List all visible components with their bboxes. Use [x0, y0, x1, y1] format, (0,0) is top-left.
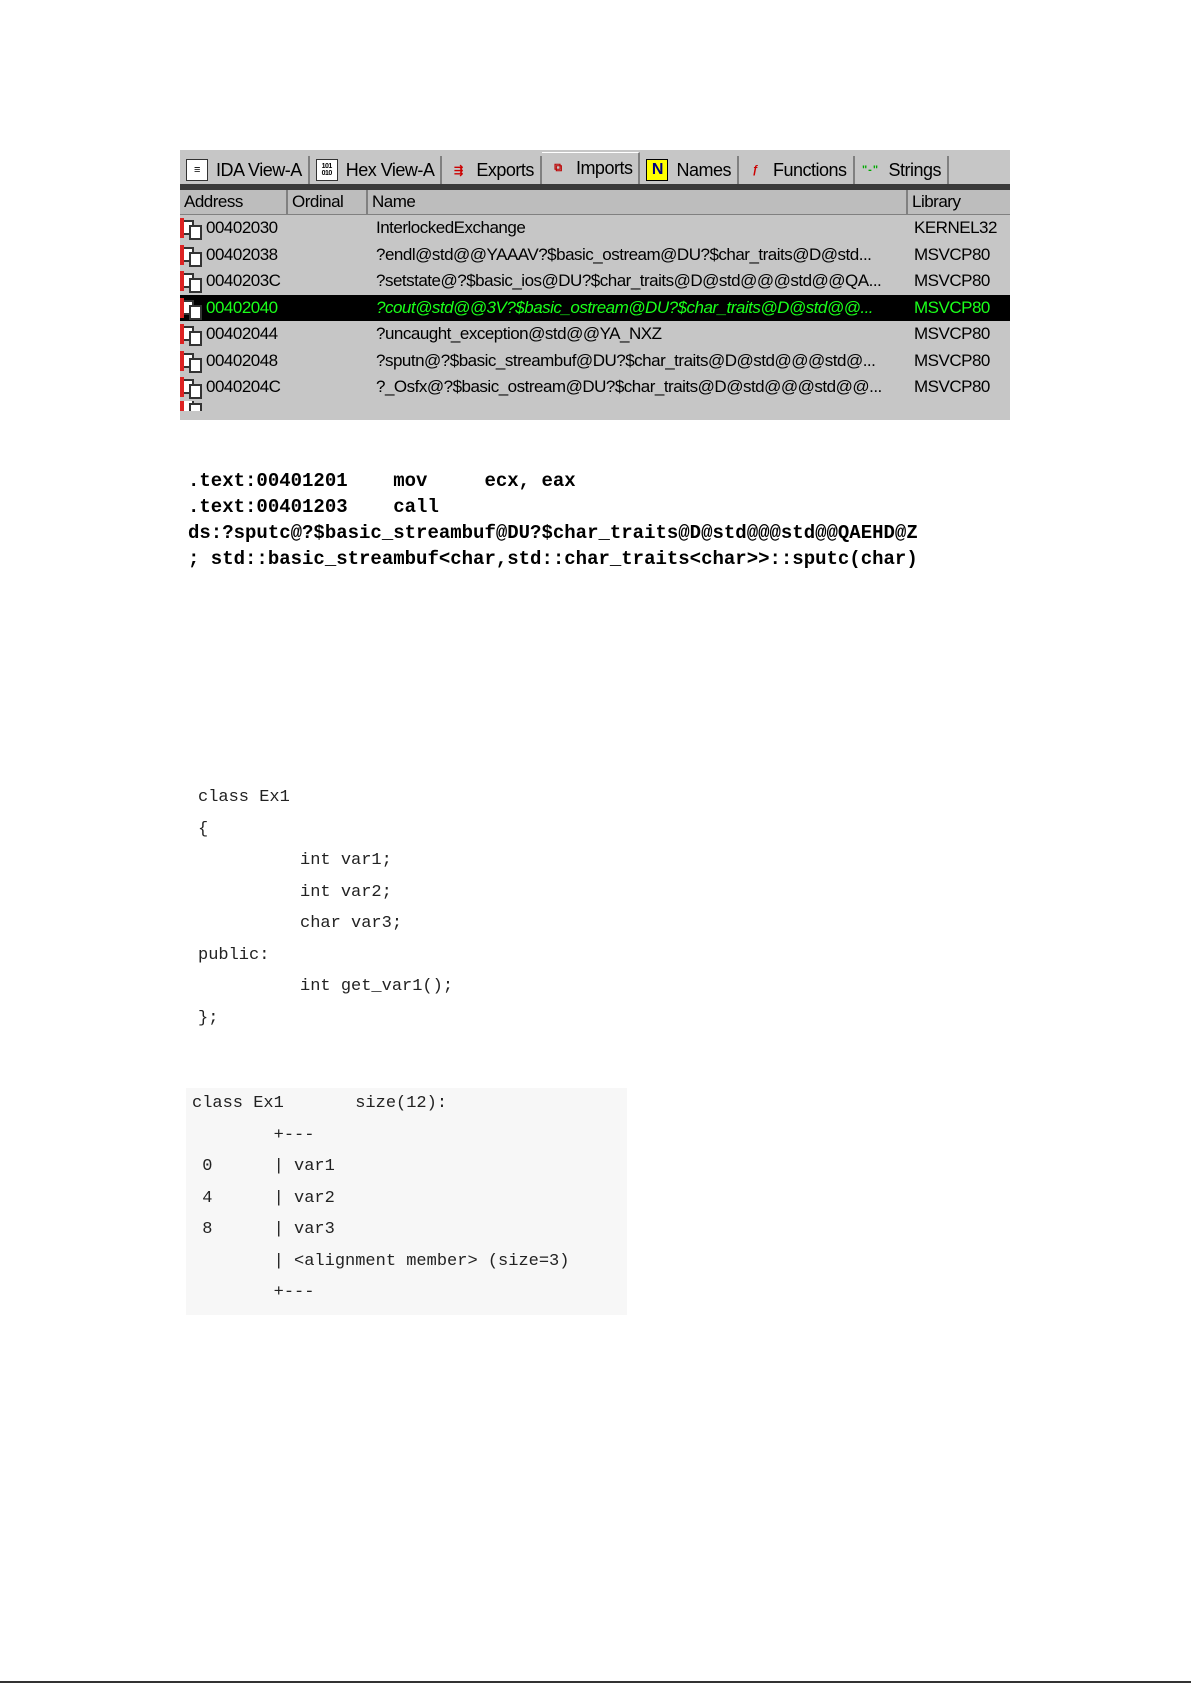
tab-label: Functions: [772, 159, 847, 180]
layout-line: 4 | var2: [192, 1188, 335, 1208]
tab-imports[interactable]: [542, 152, 641, 184]
table-row[interactable]: [180, 374, 1010, 401]
layout-line: | <alignment member> (size=3): [192, 1251, 570, 1271]
table-header: [180, 190, 1010, 215]
table-row-partial: [180, 401, 1010, 411]
code-line: class Ex1: [198, 788, 290, 807]
functions-icon: ƒ: [752, 164, 758, 176]
row-library: KERNEL32: [914, 218, 997, 238]
import-icon: [180, 324, 202, 344]
layout-line: +---: [192, 1283, 315, 1302]
column-header-library[interactable]: Library: [912, 192, 961, 211]
import-icon: [180, 218, 202, 238]
import-icon: [180, 245, 202, 265]
strings-icon: "-": [861, 164, 880, 176]
column-header-address[interactable]: Address: [180, 190, 288, 214]
code-line: int var2;: [198, 882, 392, 902]
imports-table: [180, 215, 1010, 411]
row-library: MSVCP80: [914, 297, 990, 317]
column-header-ordinal[interactable]: Ordinal: [288, 190, 368, 214]
hex-icon: 101 010: [316, 159, 338, 181]
row-library: MSVCP80: [914, 350, 990, 370]
row-library: MSVCP80: [914, 377, 990, 397]
row-library: MSVCP80: [914, 244, 990, 264]
table-row-selected[interactable]: [180, 295, 1010, 322]
row-name: ?cout@std@@3V?$basic_ostream@DU?$char_traits@D@std@@...: [376, 297, 874, 317]
class-definition-code: [190, 782, 768, 1040]
import-icon: [180, 377, 202, 397]
row-name: ?setstate@?$basic_ios@DU?$char_traits@D@std@@@std@@QA...: [376, 271, 882, 291]
tab-exports[interactable]: [442, 156, 542, 184]
code-line: int var1;: [198, 851, 392, 870]
tab-label: Strings: [888, 159, 942, 180]
row-name: ?_Osfx@?$basic_ostream@DU?$char_traits@D@std@@@std@@...: [376, 377, 882, 397]
imports-icon: ⧉: [554, 162, 562, 174]
row-address: 0040204C: [206, 377, 281, 397]
tab-bar: [180, 150, 1010, 184]
row-name: ?uncaught_exception@std@@YA_NXZ: [376, 324, 662, 344]
layout-line: 0 | var1: [192, 1157, 335, 1176]
row-name: ?endl@std@@YAAAV?$basic_ostream@DU?$char_traits@D@std...: [376, 244, 872, 264]
code-line: char var3;: [198, 914, 403, 933]
layout-line: class Ex1 size(12):: [192, 1094, 448, 1113]
import-icon: [180, 271, 202, 291]
table-row[interactable]: [180, 268, 1010, 295]
tab-hex-view[interactable]: [310, 156, 443, 184]
tab-label: IDA View-A: [216, 159, 302, 180]
assembly-listing: [188, 468, 918, 572]
document-icon: ≡: [186, 159, 208, 181]
tab-label: Exports: [476, 159, 534, 180]
code-line: {: [198, 819, 209, 839]
tab-names[interactable]: [640, 156, 739, 184]
row-name: ?sputn@?$basic_streambuf@DU?$char_traits@D@std@@@std@...: [376, 350, 876, 370]
tab-functions[interactable]: [739, 156, 855, 184]
layout-line: 8 | var3: [192, 1220, 335, 1239]
tab-label: Hex View-A: [345, 159, 435, 180]
row-address: 00402048: [206, 350, 278, 370]
row-address: 00402038: [206, 244, 278, 264]
exports-icon: ⇶: [454, 164, 463, 177]
tab-label: Imports: [575, 158, 633, 178]
layout-line: +---: [192, 1125, 315, 1145]
row-name: InterlockedExchange: [376, 218, 526, 238]
table-row[interactable]: [180, 348, 1010, 375]
row-address: 00402044: [206, 324, 278, 344]
code-line: int get_var1();: [198, 977, 454, 996]
tab-label: Names: [676, 159, 731, 180]
row-address: 00402040: [206, 297, 278, 317]
asm-line: ds:?sputc@?$basic_streambuf@DU?$char_traits@D@std@@@std@@QAEHD@Z: [188, 522, 918, 544]
import-icon: [180, 298, 202, 318]
column-header-name[interactable]: Name: [368, 190, 908, 214]
class-layout-dump: [186, 1088, 627, 1315]
row-address: 0040203C: [206, 271, 281, 291]
row-library: MSVCP80: [914, 271, 990, 291]
ida-imports-window: [180, 150, 1010, 420]
names-icon: N: [646, 159, 668, 181]
table-row[interactable]: [180, 215, 1010, 242]
code-line: public:: [198, 945, 270, 965]
tab-strings[interactable]: [855, 156, 950, 184]
import-icon: [180, 351, 202, 371]
page-bottom-rule: [0, 1681, 1191, 1683]
table-row[interactable]: [180, 242, 1010, 269]
import-icon: [180, 401, 202, 411]
tab-ida-view[interactable]: [180, 156, 310, 184]
row-address: 00402030: [206, 218, 278, 238]
asm-line: .text:00401203 call: [188, 496, 439, 518]
asm-line: ; std::basic_streambuf<char,std::char_traits<char>>::sputc(char): [188, 548, 918, 570]
asm-line: .text:00401201 mov ecx, eax: [188, 470, 576, 492]
table-row[interactable]: [180, 321, 1010, 348]
code-line: };: [198, 1008, 219, 1028]
row-library: MSVCP80: [914, 324, 990, 344]
